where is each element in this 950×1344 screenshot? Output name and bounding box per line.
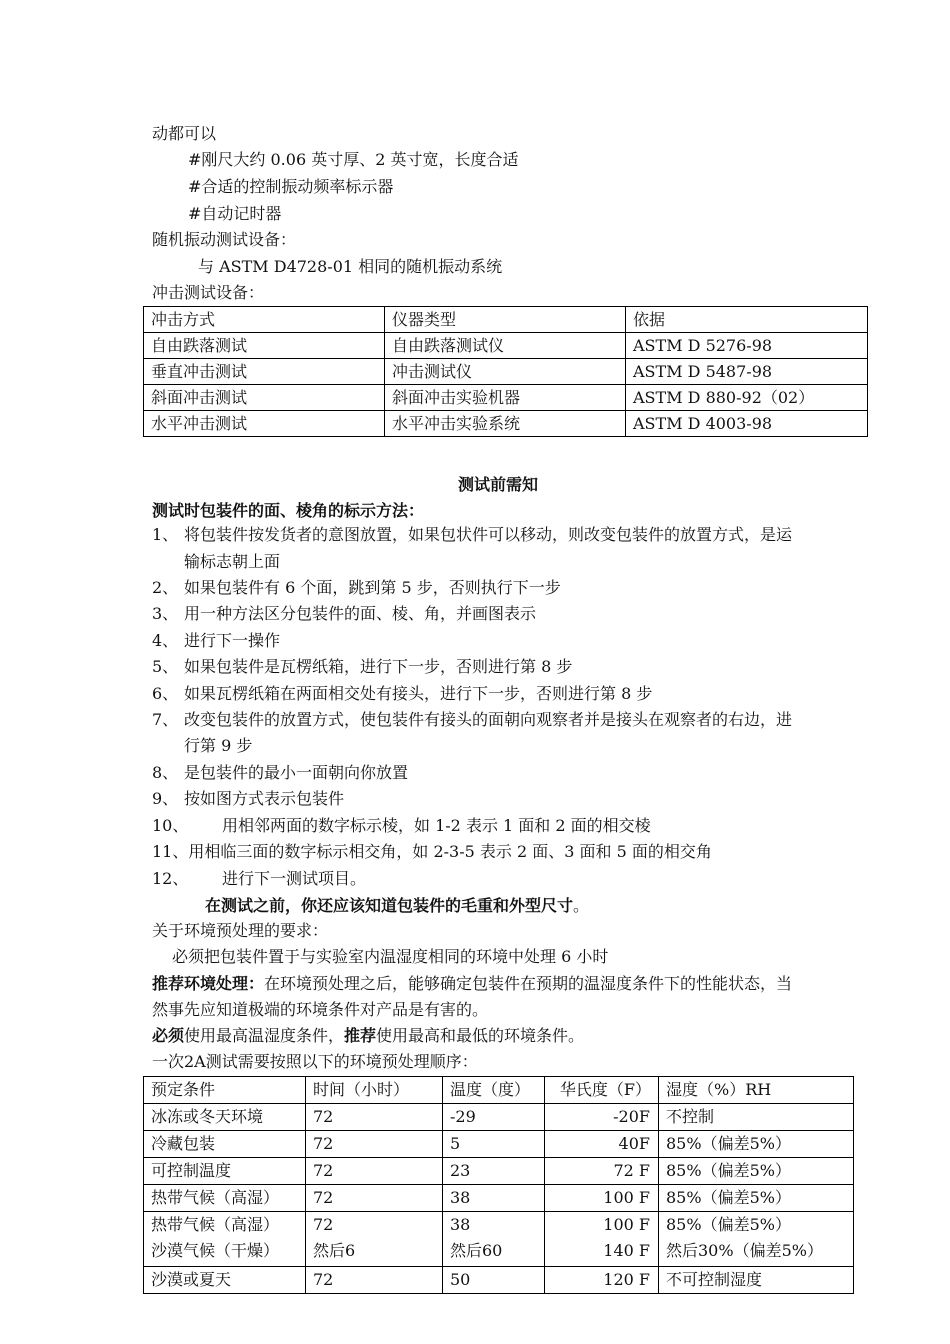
table-cell: 沙漠或夏天	[144, 1267, 306, 1294]
env-requirement: 必须把包装件置于与实验室内温湿度相同的环境中处理 6 小时	[172, 947, 609, 966]
table-cell: 冰冻或冬天环境	[144, 1104, 306, 1131]
table-row	[144, 1267, 854, 1294]
table-cell: 72	[306, 1185, 443, 1212]
table-cell: 72	[306, 1267, 443, 1294]
table-cell: ASTM D 5487-98	[626, 359, 868, 385]
shock-test-table	[143, 306, 868, 437]
table-cell: -20F	[545, 1104, 659, 1131]
table-cell: 23	[443, 1158, 545, 1185]
table-cell: 热带气候（高湿）	[144, 1185, 306, 1212]
must-line: 必须使用最高温湿度条件，推荐使用最高和最低的环境条件。	[152, 1026, 585, 1045]
table-cell: 50	[443, 1267, 545, 1294]
environment-conditioning-table	[143, 1076, 854, 1294]
table-header-cell: 温度（度）	[443, 1077, 545, 1104]
table-cell: ASTM D 5276-98	[626, 333, 868, 359]
table-row	[144, 1104, 854, 1131]
table-cell: 冷藏包装	[144, 1131, 306, 1158]
step-item: 9、 按如图方式表示包装件	[152, 789, 345, 808]
table-row	[144, 1185, 854, 1212]
table-cell: 72	[306, 1104, 443, 1131]
table-header-row	[144, 1077, 854, 1104]
step-item: 8、 是包装件的最小一面朝向你放置	[152, 763, 409, 782]
step-continuation: 输标志朝上面	[184, 552, 281, 571]
table-cell: 冲击测试仪	[385, 359, 626, 385]
table-cell: 自由跌落测试仪	[385, 333, 626, 359]
table-header-cell: 湿度（%）RH	[659, 1077, 854, 1104]
intro-line-2: #刚尺大约 0.06 英寸厚、2 英寸宽，长度合适	[188, 150, 519, 169]
table-cell: 斜面冲击实验机器	[385, 385, 626, 411]
table-header-cell: 时间（小时）	[306, 1077, 443, 1104]
table-row	[144, 411, 868, 437]
step-item: 7、 改变包装件的放置方式，使包装件有接头的面朝向观察者并是接头在观察者的右边，进	[152, 710, 793, 729]
table-row	[144, 359, 868, 385]
table-cell: 不控制	[659, 1104, 854, 1131]
table-cell: 斜面冲击测试	[144, 385, 385, 411]
step-item: 6、 如果瓦楞纸箱在两面相交处有接头，进行下一步，否则进行第 8 步	[152, 684, 653, 703]
recommended-env-cont: 然事先应知道极端的环境条件对产品是有害的。	[152, 1000, 489, 1019]
table-cell: 可控制温度	[144, 1158, 306, 1185]
table-cell: 自由跌落测试	[144, 333, 385, 359]
table-row	[144, 1212, 854, 1267]
table-header-row	[144, 307, 868, 333]
step-item: 5、 如果包装件是瓦楞纸箱，进行下一步，否则进行第 8 步	[152, 657, 573, 676]
intro-line-4: #自动记时器	[188, 204, 282, 223]
table-cell: 72	[306, 1131, 443, 1158]
table-cell: 85%（偏差5%）	[659, 1185, 854, 1212]
table-header-cell: 仪器类型	[385, 307, 626, 333]
table-cell: 72 F	[545, 1158, 659, 1185]
table-row	[144, 1158, 854, 1185]
table-header-cell: 华氏度（F）	[545, 1077, 659, 1104]
step-continuation: 行第 9 步	[184, 736, 253, 755]
step-item: 11、用相临三面的数字标示相交角，如 2-3-5 表示 2 面、3 面和 5 面的相交角	[152, 842, 712, 861]
table-cell: 水平冲击测试	[144, 411, 385, 437]
table-row	[144, 1131, 854, 1158]
table-header-cell: 依据	[626, 307, 868, 333]
table-cell: 85%（偏差5%）	[659, 1131, 854, 1158]
weight-note: 在测试之前，你还应该知道包装件的毛重和外型尺寸。	[205, 896, 590, 915]
step-item: 4、 进行下一操作	[152, 631, 281, 650]
table-cell: 水平冲击实验系统	[385, 411, 626, 437]
table-cell: 72 然后6	[306, 1212, 443, 1267]
table-row	[144, 385, 868, 411]
step-item: 2、 如果包装件有 6 个面，跳到第 5 步，否则执行下一步	[152, 578, 561, 597]
table-cell: ASTM D 880-92（02）	[626, 385, 868, 411]
section-subheading: 测试时包装件的面、棱角的标示方法：	[152, 501, 425, 520]
intro-line-1: 动都可以	[152, 124, 217, 143]
table-cell: 100 F 140 F	[545, 1212, 659, 1267]
table-cell: 85%（偏差5%）	[659, 1158, 854, 1185]
table-row	[144, 333, 868, 359]
table-cell: 40F	[545, 1131, 659, 1158]
table-header-cell: 冲击方式	[144, 307, 385, 333]
table-cell: 100 F	[545, 1185, 659, 1212]
step-item: 3、 用一种方法区分包装件的面、棱、角，并画图表示	[152, 604, 537, 623]
random-vibration-desc: 与 ASTM D4728-01 相同的随机振动系统	[198, 257, 503, 276]
table-cell: 72	[306, 1158, 443, 1185]
table-cell: 5	[443, 1131, 545, 1158]
table-cell: -29	[443, 1104, 545, 1131]
section-heading: 测试前需知	[458, 475, 539, 494]
table-header-cell: 预定条件	[144, 1077, 306, 1104]
step-item: 12、 进行下一测试项目。	[152, 869, 367, 888]
env-title: 关于环境预处理的要求：	[152, 921, 329, 940]
recommended-env: 推荐环境处理：在环境预处理之后，能够确定包装件在预期的温湿度条件下的性能状态，当	[152, 974, 793, 993]
step-item: 10、 用相邻两面的数字标示棱，如 1-2 表示 1 面和 2 面的相交棱	[152, 816, 651, 835]
table-cell: 38 然后60	[443, 1212, 545, 1267]
table-cell: ASTM D 4003-98	[626, 411, 868, 437]
table-cell: 垂直冲击测试	[144, 359, 385, 385]
sequence-line: 一次2A测试需要按照以下的环境预处理顺序：	[152, 1052, 478, 1071]
table-cell: 85%（偏差5%） 然后30%（偏差5%）	[659, 1212, 854, 1267]
table-cell: 不可控制湿度	[659, 1267, 854, 1294]
step-item: 1、 将包装件按发货者的意图放置，如果包状件可以移动，则改变包装件的放置方式，是运	[152, 525, 793, 544]
shock-equipment-title: 冲击测试设备：	[152, 283, 265, 302]
table-cell: 120 F	[545, 1267, 659, 1294]
table-cell: 热带气候（高湿） 沙漠气候（干燥）	[144, 1212, 306, 1267]
intro-line-3: #合适的控制振动频率标示器	[188, 177, 394, 196]
table-cell: 38	[443, 1185, 545, 1212]
random-vibration-title: 随机振动测试设备：	[152, 230, 297, 249]
